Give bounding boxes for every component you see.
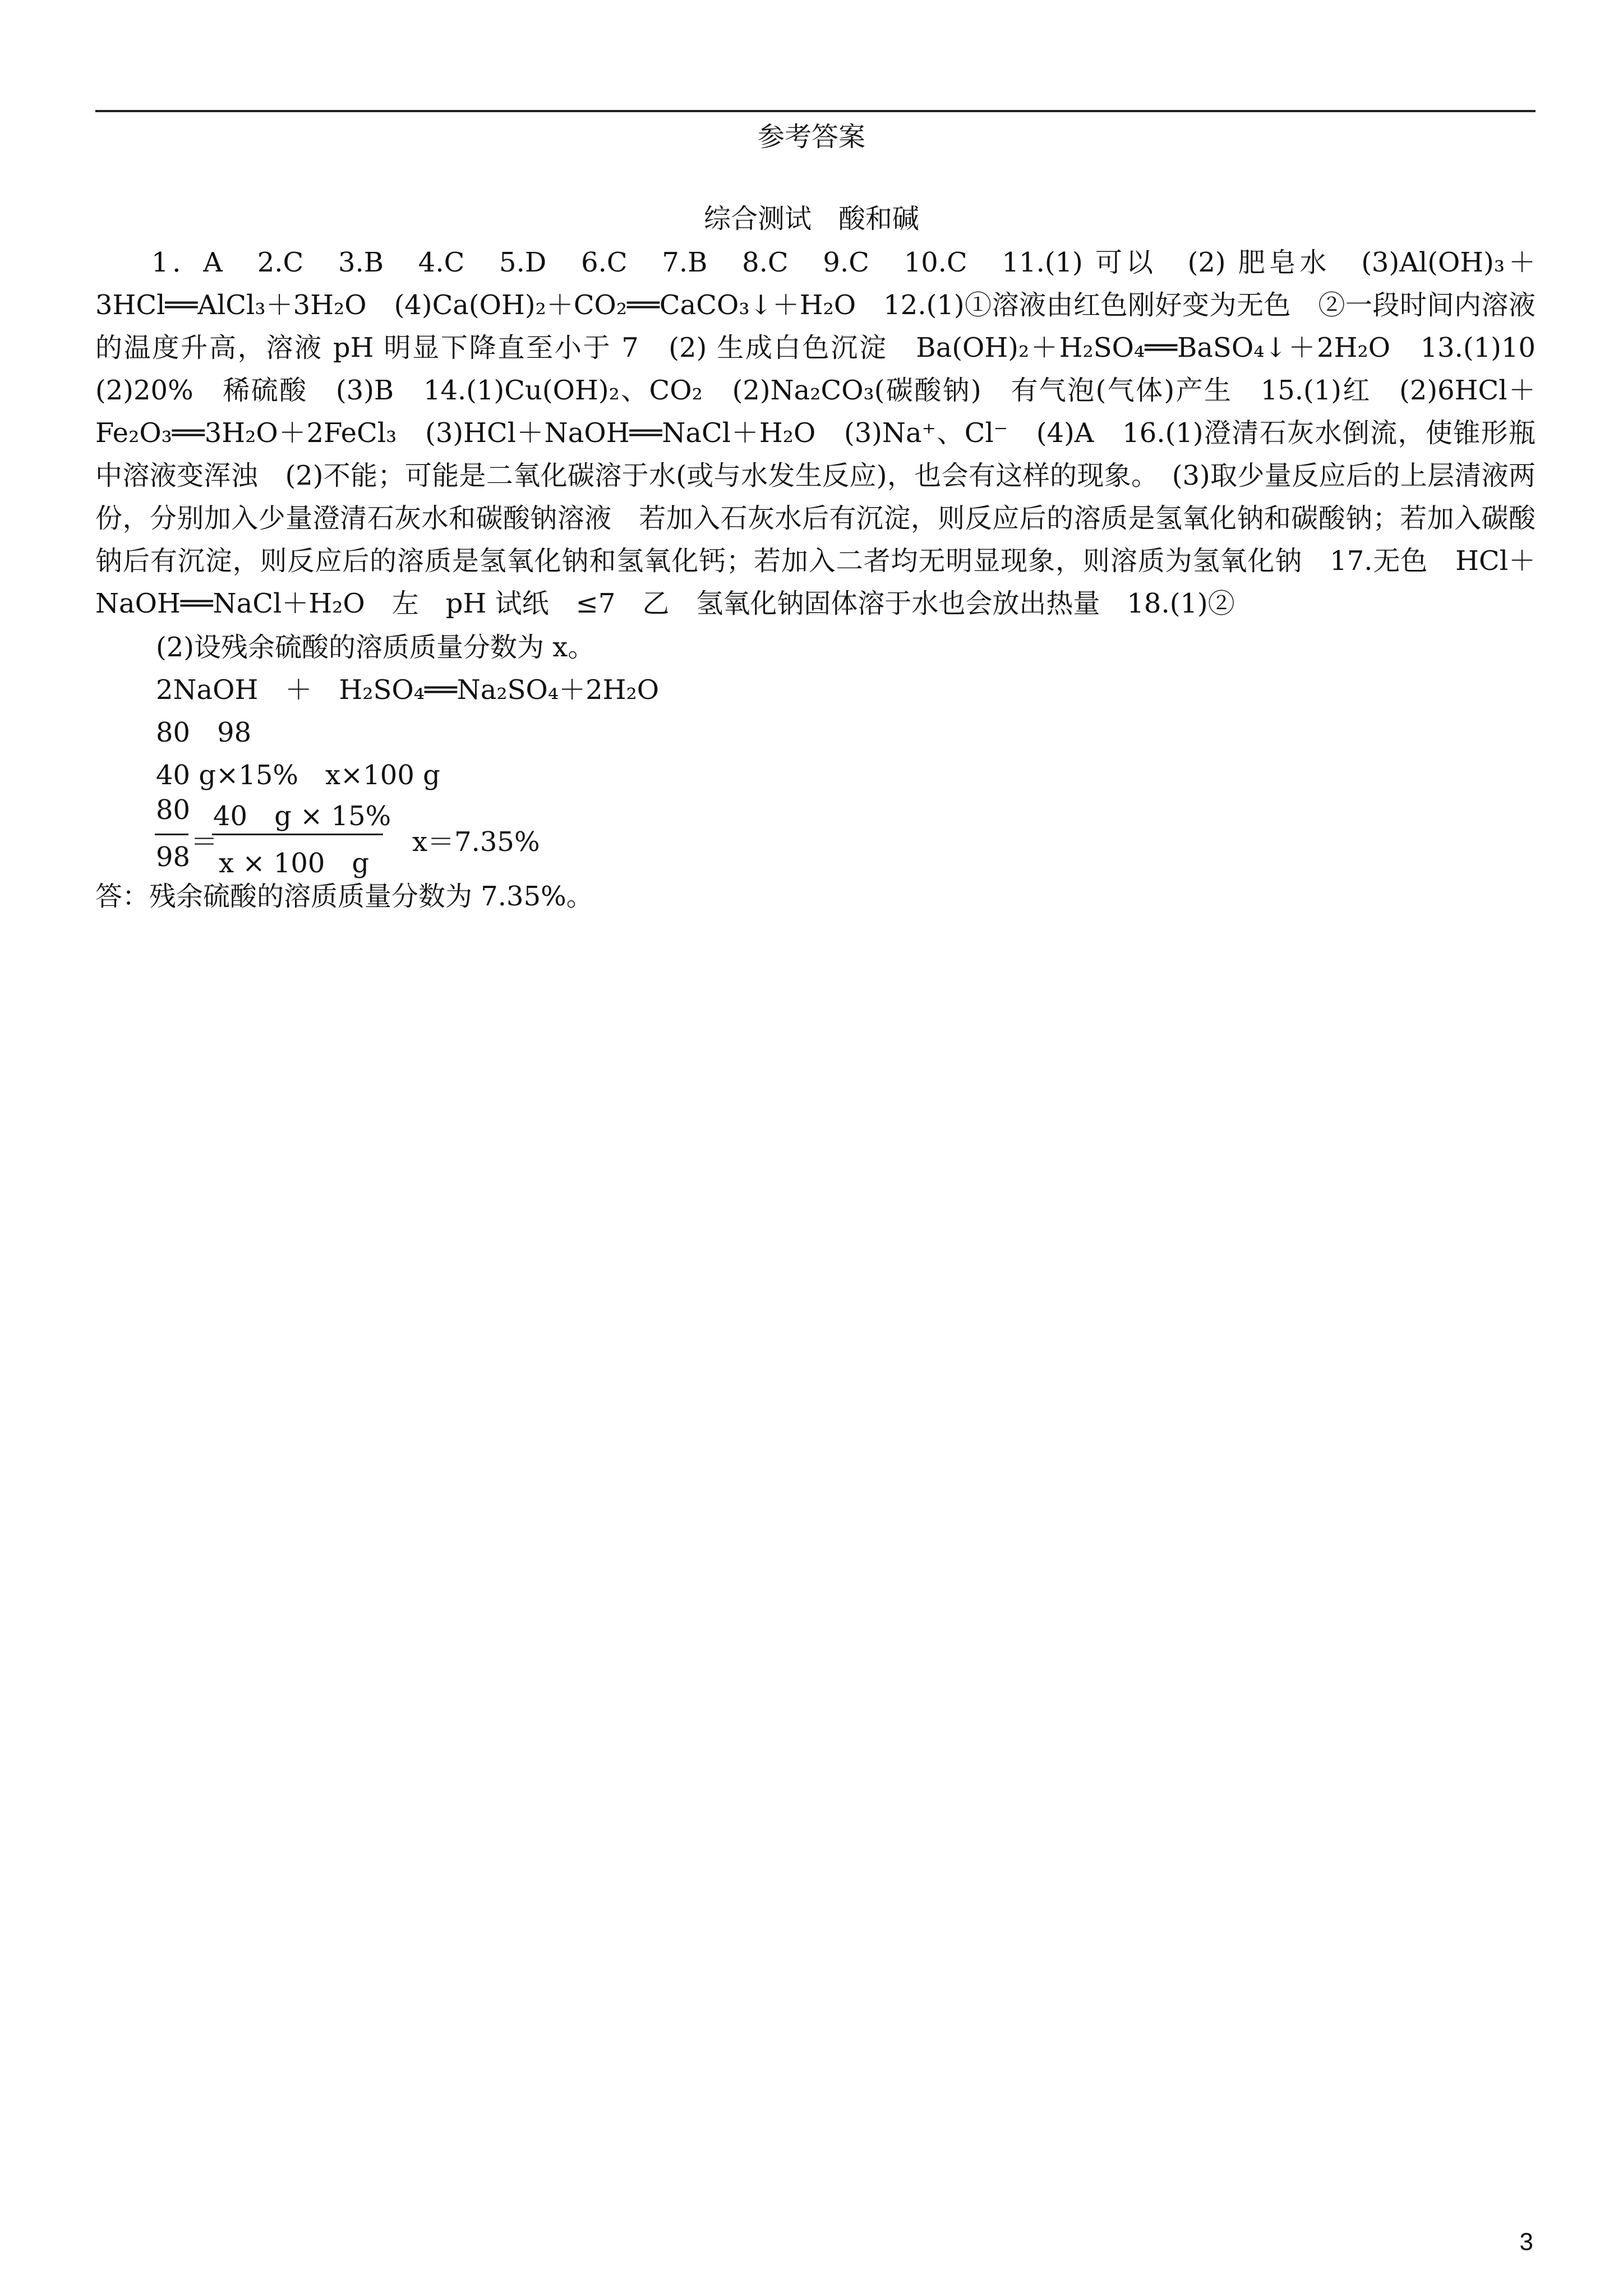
page-title: 参考答案 xyxy=(757,121,865,153)
equals-sign: ＝ xyxy=(191,826,218,858)
header-rule xyxy=(95,110,1536,112)
fraction-right-denominator: x × 100 g xyxy=(219,848,370,879)
fraction-right-numerator: 40 g × 15% xyxy=(213,800,391,832)
solution-masses: 40 g×15% x×100 g xyxy=(156,760,440,791)
solution-equation: 2NaOH ＋ H₂SO₄══Na₂SO₄＋2H₂O xyxy=(156,674,660,706)
answer-block xyxy=(95,241,1563,625)
fraction-left-bar xyxy=(155,834,188,835)
solution-result: x＝7.35% xyxy=(412,826,540,858)
fraction-right-bar xyxy=(212,834,383,835)
solution-setup: (2)设残余硫酸的溶质质量分数为 x。 xyxy=(156,632,595,663)
page-number: 3 xyxy=(1519,2228,1533,2256)
solution-ratio: 80 98 xyxy=(156,717,252,748)
fraction-left-numerator: 80 xyxy=(156,794,191,826)
final-answer: 答：残余硫酸的溶质质量分数为 7.35%。 xyxy=(95,881,593,912)
section-title: 综合测试 酸和碱 xyxy=(703,203,919,234)
answer-paragraph: 1．A 2.C 3.B 4.C 5.D 6.C 7.B 8.C 9.C 10.C 11.(1) 可以 (2) 肥皂水 (3)Al(OH)₃＋3HCl══AlCl₃＋3H₂O (4)Ca(OH)₂＋CO₂══CaCO₃↓＋H₂O 12.(1)①溶液由红色刚好变为无色 ②一段时间内溶液的温度升高，溶液 pH 明显下降直至小于 7 (2) 生成白色沉淀 Ba(OH)₂＋H₂SO₄══BaSO₄↓＋2H₂O 13.(1)10 (2)20% 稀硫酸 (3)B 14.(1)Cu(OH)₂、CO₂ (2)Na₂CO₃(碳酸钠) 有气泡(气体)产生 15.(1)红 (2)6HCl＋Fe₂O₃══3H₂O＋2FeCl₃ (3)HCl＋NaOH══NaCl＋H₂O (3)Na⁺、Cl⁻ (4)A 16.(1)澄清石灰水倒流，使锥形瓶中溶液变浑浊 (2)不能；可能是二氧化碳溶于水(或与水发生反应)，也会有这样的现象。 (3)取少量反应后的上层清液两份，分别加入少量澄清石灰水和碳酸钠溶液 若加入石灰水后有沉淀，则反应后的溶质是氢氧化钠和碳酸钠；若加入碳酸钠后有沉淀，则反应后的溶质是氢氧化钠和氢氧化钙；若加入二者均无明显现象，则溶质为氢氧化钠 17.无色 HCl＋NaOH══NaCl＋H₂O 左 pH 试纸 ≤7 乙 氢氧化钠固体溶于水也会放出热量 18.(1)② xyxy=(95,247,1563,619)
fraction-left-denominator: 98 xyxy=(156,841,191,873)
